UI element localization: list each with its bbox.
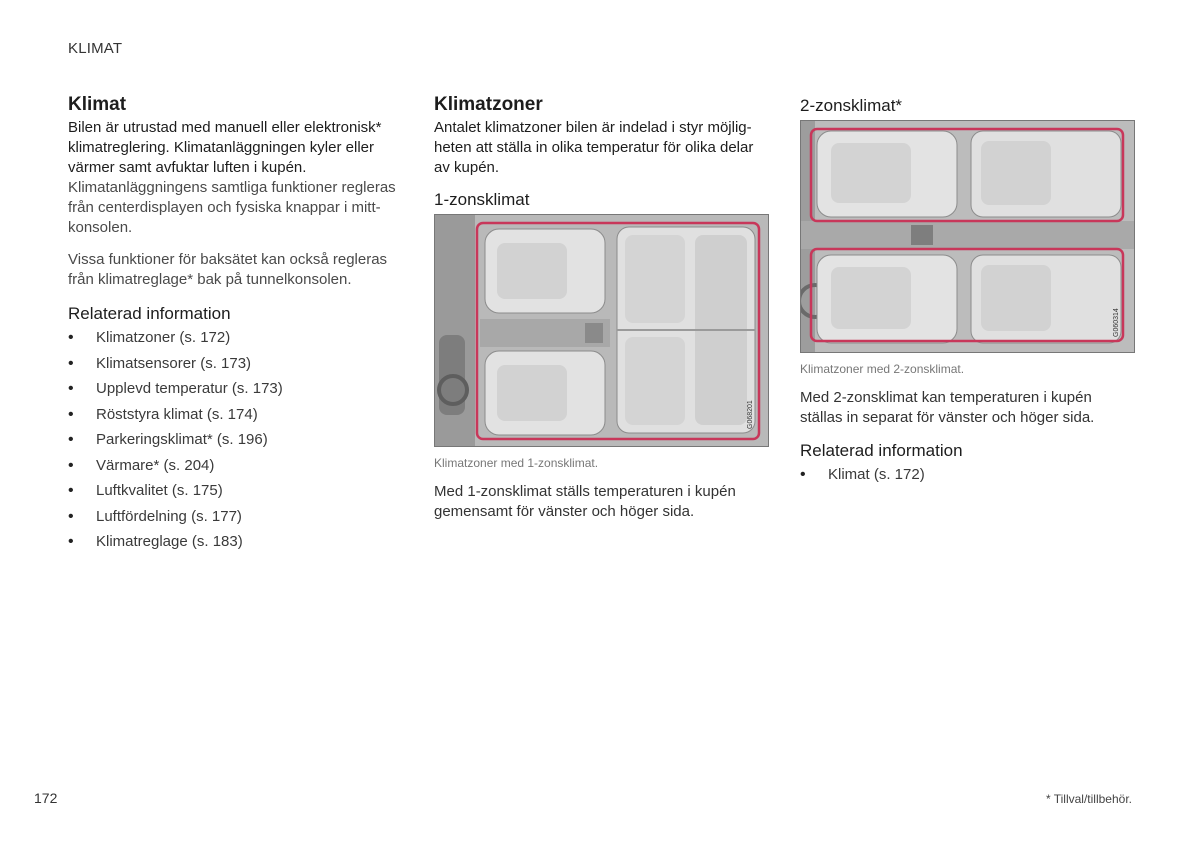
two-zone-caption: Klimatzoner med 2-zonsklimat. [800,362,965,376]
footnote: * Tillval/tillbehör. [1045,792,1132,806]
one-zone-heading: 1-zonsklimat [434,190,530,209]
two-zone-text: Med 2-zonsklimat kan temperaturen i kupén ställas in separat för vänster och höger sida. [800,389,1095,426]
related-link-luftkvalitet[interactable]: • Luftkvalitet (s. 175) [68,481,403,507]
related-link-upplevd-temperatur[interactable]: • Upplevd temperatur (s. 173) [68,379,403,405]
klimat-para-1: Klimatanläggningens samtliga funktioner regleras från centerdisplayen och fysiska knappar i mittkonsolen. [68,179,396,236]
related-link-klimat[interactable]: • Klimat (s. 172) [800,465,1135,491]
two-zone-related-heading: Relaterad information [800,441,963,460]
car-interior-two-zone-illustration [801,121,1134,352]
related-info-list [68,328,403,558]
section-header: KLIMAT [68,40,123,57]
klimat-intro: Bilen är utrustad med manuell eller elektronisk* klimatreglering. Klimatanläggningen kyler eller värmer samt avfuktar luften i kupén. [68,119,382,176]
related-link-klimatsensorer[interactable]: • Klimatsensorer (s. 173) [68,354,403,380]
car-interior-one-zone-illustration [435,215,768,446]
two-zone-figure [800,120,1135,353]
related-link-parkeringsklimat[interactable]: • Parkeringsklimat* (s. 196) [68,430,403,456]
two-zone-heading: 2-zonsklimat* [800,96,903,115]
klimatzoner-intro: Antalet klimatzoner bilen är indelad i styr möjligheten att ställa in olika temperatur för olika delar av kupén. [434,119,754,176]
klimat-para-2: Vissa funktioner för baksätet kan också regleras från klimatreglage* bak på tunnelkonsolen. [68,251,388,288]
klimat-heading: Klimat [68,94,127,115]
related-link-luftfordelning[interactable]: • Luftfördelning (s. 177) [68,507,403,533]
related-link-roststyra-klimat[interactable]: • Röststyra klimat (s. 174) [68,405,403,431]
one-zone-figure-code: G068201 [747,400,754,429]
one-zone-figure [434,214,769,447]
two-zone-figure-code: G060314 [1113,308,1120,337]
klimatzoner-heading: Klimatzoner [434,94,543,115]
column-klimatzoner [434,94,769,522]
column-two-zone [800,94,1135,491]
related-link-klimatreglage[interactable]: • Klimatreglage (s. 183) [68,532,403,558]
page-number: 172 [34,790,58,806]
related-link-klimatzoner[interactable]: • Klimatzoner (s. 172) [68,328,403,354]
one-zone-caption: Klimatzoner med 1-zonsklimat. [434,456,599,470]
two-zone-related-list [800,465,1135,491]
related-info-heading: Relaterad information [68,304,231,323]
related-link-varmare[interactable]: • Värmare* (s. 204) [68,456,403,482]
one-zone-text: Med 1-zonsklimat ställs temperaturen i kupén gemensamt för vänster och höger sida. [434,483,736,520]
column-klimat [68,94,403,558]
